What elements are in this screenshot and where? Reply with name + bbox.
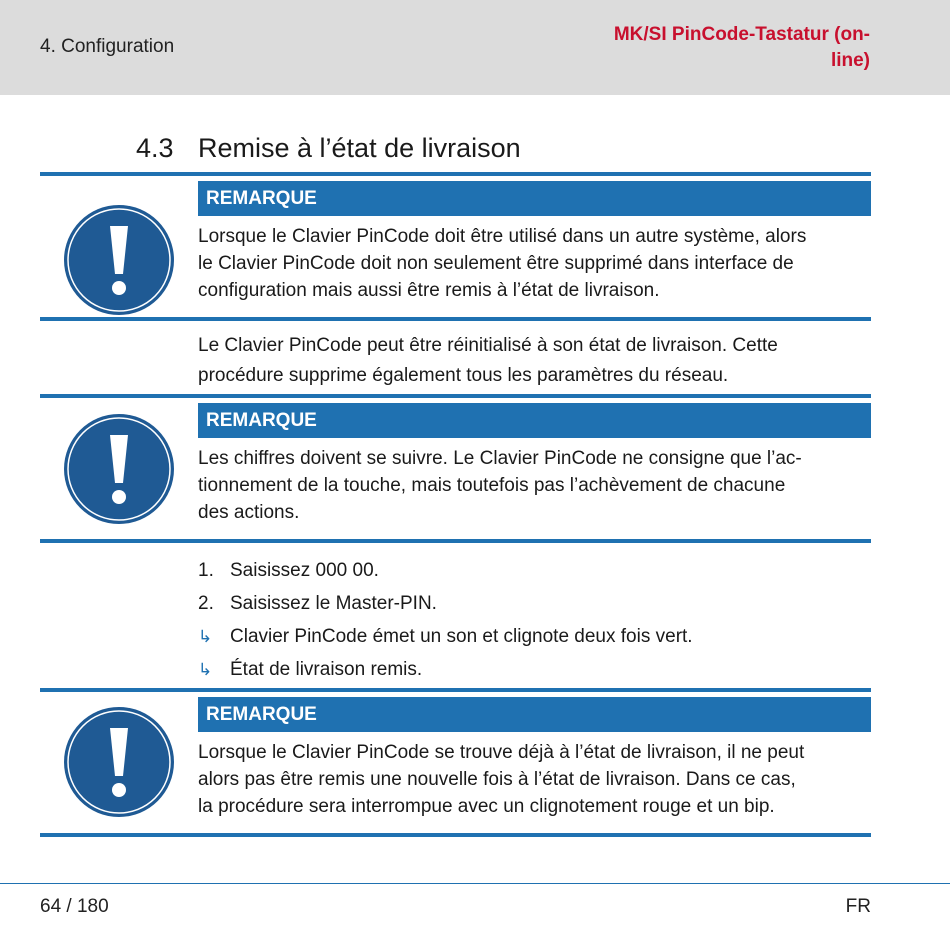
notice-top-rule [40, 172, 871, 176]
notice-line: le Clavier PinCode doit non seulement être supprimé dans interface de [198, 253, 794, 274]
result-arrow-icon: ↳ [198, 660, 213, 679]
notice-line: la procédure sera interrompue avec un clignotement rouge et un bip. [198, 796, 775, 817]
notice-top-rule [40, 394, 871, 398]
chapter-title: 4. Configuration [40, 36, 175, 57]
notice-text [198, 739, 871, 820]
result-text: État de livraison remis. [230, 659, 423, 680]
notice-line: Lorsque le Clavier PinCode se trouve déjà à l’état de livraison, il ne peut [198, 742, 805, 763]
intro-line: Le Clavier PinCode peut être réinitialisé à son état de livraison. Cette [198, 335, 778, 356]
notice-box [40, 172, 871, 324]
instruction-list [198, 556, 871, 688]
product-title-line-2: line) [830, 50, 870, 71]
notice-bottom-rule [40, 833, 871, 837]
notice-box [40, 394, 871, 546]
list-item [198, 655, 871, 688]
step-number: 1. [198, 560, 214, 581]
notice-line: alors pas être remis une nouvelle fois à l’état de livraison. Dans ce cas, [198, 769, 796, 790]
footer-divider [0, 883, 950, 884]
exclamation-circle-icon [63, 204, 175, 316]
section-title: Remise à l’état de livraison [198, 133, 521, 163]
notice-text [198, 445, 871, 526]
product-title [550, 22, 870, 74]
list-item [198, 622, 871, 655]
page-number: 64 / 180 [40, 896, 109, 917]
exclamation-circle-icon [63, 706, 175, 818]
step-text: Saisissez le Master-PIN. [230, 593, 437, 614]
result-text: Clavier PinCode émet un son et clignote deux fois vert. [230, 626, 693, 647]
notice-line: tionnement de la touche, mais toutefois pas l’achèvement de chacune [198, 475, 786, 496]
section-heading [136, 133, 521, 164]
section-number: 4.3 [136, 133, 174, 163]
notice-bottom-rule [40, 539, 871, 543]
notice-line: Les chiffres doivent se suivre. Le Clavier PinCode ne consigne que l’ac- [198, 448, 802, 469]
step-number: 2. [198, 593, 214, 614]
notice-top-rule [40, 688, 871, 692]
notice-text [198, 223, 871, 304]
step-text: Saisissez 000 00. [230, 560, 379, 581]
intro-line: procédure supprime également tous les paramètres du réseau. [198, 365, 729, 386]
intro-paragraph [198, 331, 871, 391]
notice-line: des actions. [198, 502, 300, 523]
notice-label: REMARQUE [198, 181, 871, 216]
exclamation-circle-icon [63, 413, 175, 525]
page-header [0, 0, 950, 95]
result-arrow-icon: ↳ [198, 627, 213, 646]
product-title-line-1: MK/SI PinCode-Tastatur (on- [613, 24, 870, 45]
notice-label: REMARQUE [198, 403, 871, 438]
language-code: FR [845, 896, 871, 917]
notice-line: configuration mais aussi être remis à l’état de livraison. [198, 280, 660, 301]
list-item [198, 556, 871, 589]
notice-label: REMARQUE [198, 697, 871, 732]
notice-bottom-rule [40, 317, 871, 321]
list-item [198, 589, 871, 622]
notice-box [40, 688, 871, 840]
notice-line: Lorsque le Clavier PinCode doit être utilisé dans un autre système, alors [198, 226, 807, 247]
